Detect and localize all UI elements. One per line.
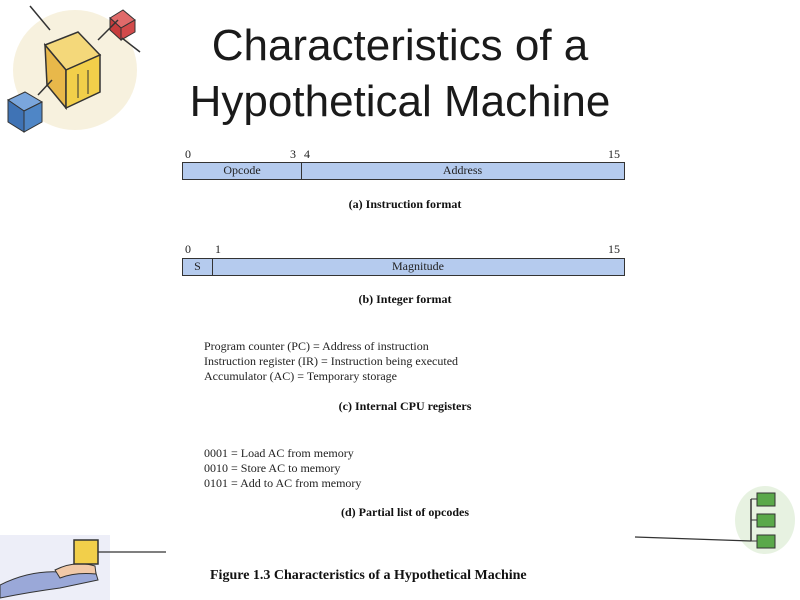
opcode-line: 0101 = Add to AC from memory — [204, 476, 362, 490]
bit-label-3: 3 — [290, 147, 296, 161]
opcode-line: 0010 = Store AC to memory — [204, 461, 341, 475]
hand-clipart-icon — [0, 530, 170, 600]
cube-clipart-icon — [0, 0, 150, 150]
bit-label-4: 4 — [304, 147, 310, 161]
figure-caption: Figure 1.3 Characteristics of a Hypothetical Machine — [210, 568, 527, 583]
register-line: Instruction register (IR) = Instruction being executed — [204, 354, 459, 368]
page-title — [140, 18, 660, 130]
address-field: Address — [442, 163, 483, 177]
instruction-format-bar — [182, 162, 625, 180]
opcodes-caption: (d) Partial list of opcodes — [341, 505, 469, 519]
bit-label-15: 15 — [608, 242, 620, 256]
flowchart-clipart-icon — [625, 485, 800, 560]
title-line-1: Characteristics of a — [211, 21, 589, 70]
sign-field: S — [183, 259, 213, 275]
registers-caption: (c) Internal CPU registers — [338, 399, 472, 413]
instruction-format-caption: (a) Instruction format — [348, 197, 462, 211]
bit-label-0: 0 — [185, 147, 191, 161]
integer-format-bar — [182, 258, 625, 276]
bit-label-0: 0 — [185, 242, 191, 256]
register-line: Accumulator (AC) = Temporary storage — [204, 369, 397, 383]
integer-format-caption: (b) Integer format — [358, 292, 452, 306]
bit-label-15: 15 — [608, 147, 620, 161]
opcode-field: Opcode — [183, 163, 302, 179]
magnitude-field: Magnitude — [392, 259, 444, 273]
opcode-line: 0001 = Load AC from memory — [204, 446, 354, 460]
title-line-2: Hypothetical Machine — [189, 77, 611, 126]
bit-label-1: 1 — [215, 242, 221, 256]
register-line: Program counter (PC) = Address of instruction — [204, 339, 429, 353]
